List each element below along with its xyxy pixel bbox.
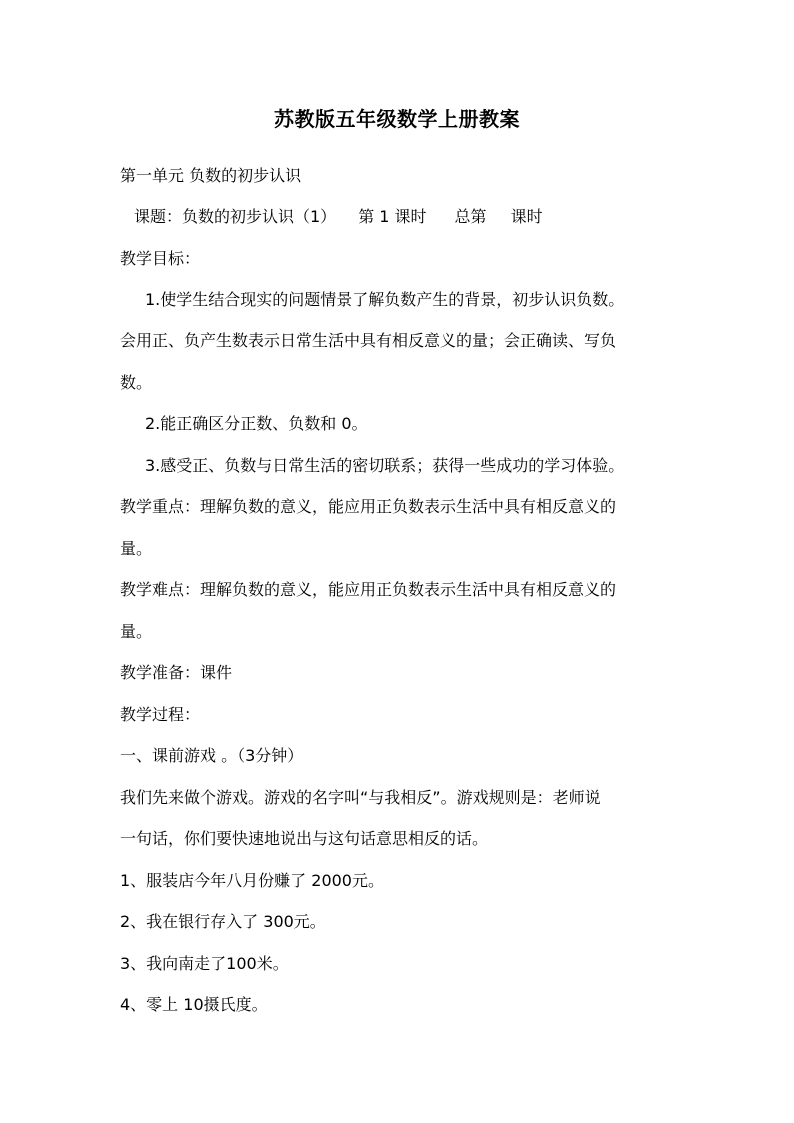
lesson-period-suffix: 课时 (510, 207, 543, 226)
objective-line-3: 数。 (120, 373, 153, 392)
lesson-info (134, 205, 694, 229)
list-item: 2、我在银行存入了 300元。 (120, 912, 326, 931)
game-intro-line-2: 一句话，你们要快速地说出与这句话意思相反的话。 (120, 829, 489, 848)
objective-line-5: 3.感受正、负数与日常生活的密切联系；获得一些成功的学习体验。 (145, 456, 625, 475)
lesson-total-label: 总第 (454, 207, 487, 226)
lesson-topic: 课题：负数的初步认识（1） (134, 207, 337, 226)
objective-line-2: 会用正、负产生数表示日常生活中具有相反意义的量；会正确读、写负 (120, 331, 617, 350)
list-item: 3、我向南走了100米。 (120, 954, 289, 973)
document-title: 苏教版五年级数学上册教案 (274, 107, 520, 131)
objective-line-1: 1.使学生结合现实的问题情景了解负数产生的背景，初步认识负数。 (145, 290, 625, 309)
list-item: 1、服装店今年八月份赚了 2000元。 (120, 871, 384, 890)
unit-heading: 第一单元 负数的初步认识 (120, 166, 302, 185)
list-item: 4、零上 10摄氏度。 (120, 995, 268, 1014)
section-1-heading: 一、课前游戏 。（3分钟） (120, 746, 304, 765)
lesson-period: 第 1 课时 (358, 207, 427, 226)
game-intro-line-1: 我们先来做个游戏。游戏的名字叫“与我相反”。游戏规则是：老师说 (120, 788, 601, 807)
preparation: 教学准备：课件 (120, 663, 233, 682)
objectives-heading: 教学目标： (120, 249, 201, 268)
key-point-line-2: 量。 (120, 539, 153, 558)
difficulty-line-1: 教学难点：理解负数的意义，能应用正负数表示生活中具有相反意义的 (120, 580, 617, 599)
process-heading: 教学过程： (120, 705, 201, 724)
objective-line-4: 2.能正确区分正数、负数和 0。 (145, 414, 368, 433)
key-point-line-1: 教学重点：理解负数的意义，能应用正负数表示生活中具有相反意义的 (120, 497, 617, 516)
difficulty-line-2: 量。 (120, 622, 153, 641)
